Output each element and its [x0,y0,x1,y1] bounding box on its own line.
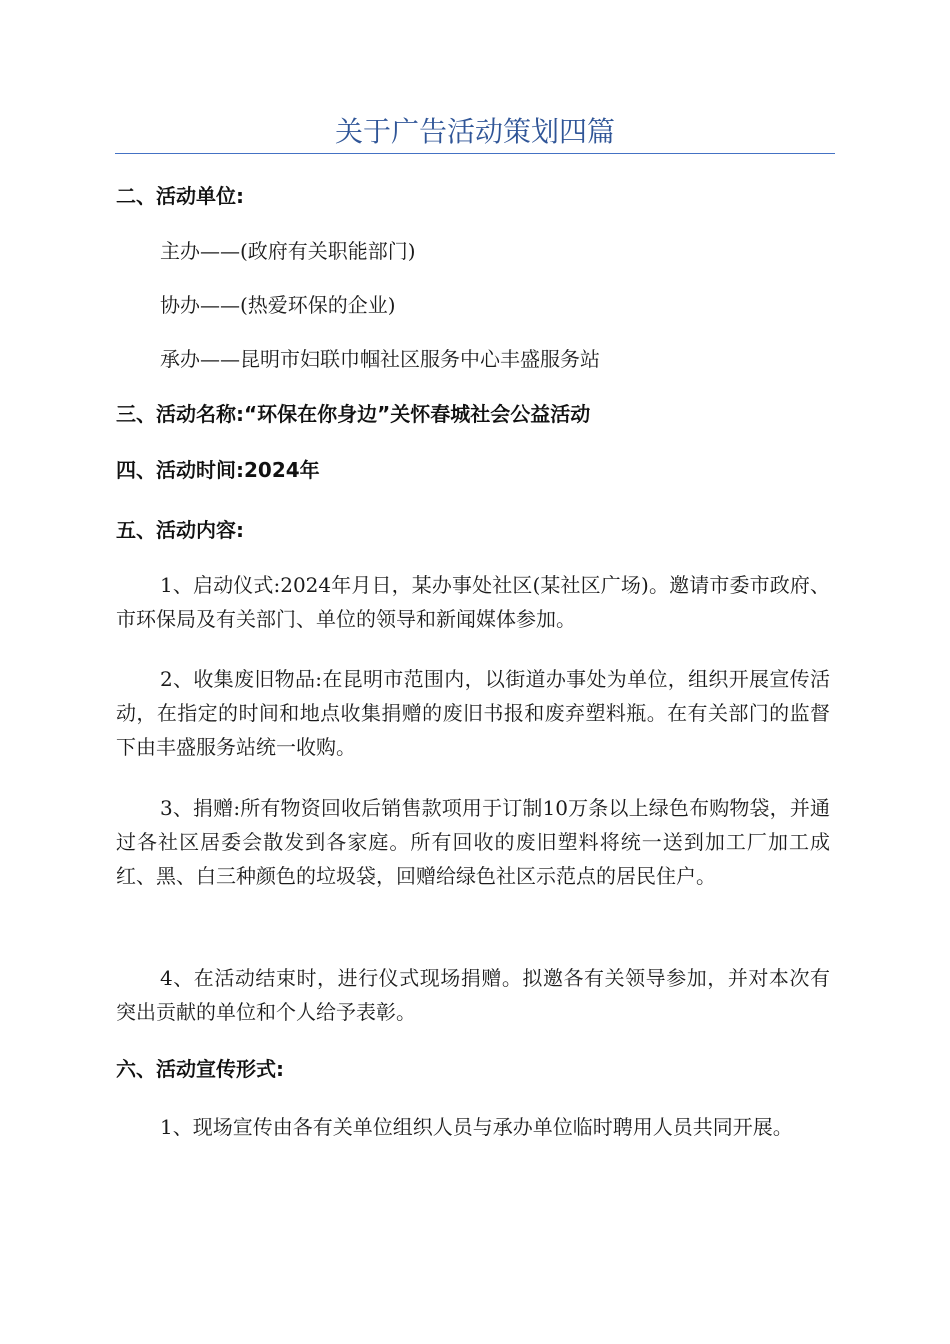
title-underline [115,153,835,154]
content-paragraph: 4、在活动结束时，进行仪式现场捐赠。拟邀各有关领导参加，并对本次有突出贡献的单位和个人给予表彰。 [116,966,830,1024]
section-heading-content: 五、活动内容: [116,518,244,542]
section-heading-publicity: 六、活动宣传形式: [116,1057,284,1081]
content-paragraph: 1、启动仪式:2024年月日，某办事处社区(某社区广场)。邀请市委市政府、市环保局及有关部门、单位的领导和新闻媒体参加。 [116,573,830,631]
cohost-line: 协办——(热爱环保的企业) [160,293,396,317]
document-title: 关于广告活动策划四篇 [334,115,615,148]
section-heading-time: 四、活动时间:2024年 [116,458,320,482]
organizer-line: 承办——昆明市妇联巾帼社区服务中心丰盛服务站 [160,347,600,371]
section-heading-units: 二、活动单位: [116,184,244,208]
section-heading-name: 三、活动名称:“环保在你身边”关怀春城社会公益活动 [116,402,591,426]
content-paragraph: 2、收集废旧物品:在昆明市范围内，以街道办事处为单位，组织开展宣传活动，在指定的时间和地点收集捐赠的废旧书报和废弃塑料瓶。在有关部门的监督下由丰盛服务站统一收购。 [116,667,830,759]
content-paragraph: 3、捐赠:所有物资回收后销售款项用于订制10万条以上绿色布购物袋，并通过各社区居委会散发到各家庭。所有回收的废旧塑料将统一送到加工厂加工成红、黑、白三种颜色的垃圾袋，回赠给绿色社区示范点的居民住户。 [116,796,830,888]
host-line: 主办——(政府有关职能部门) [160,239,416,263]
publicity-paragraph: 1、现场宣传由各有关单位组织人员与承办单位临时聘用人员共同开展。 [160,1115,793,1139]
